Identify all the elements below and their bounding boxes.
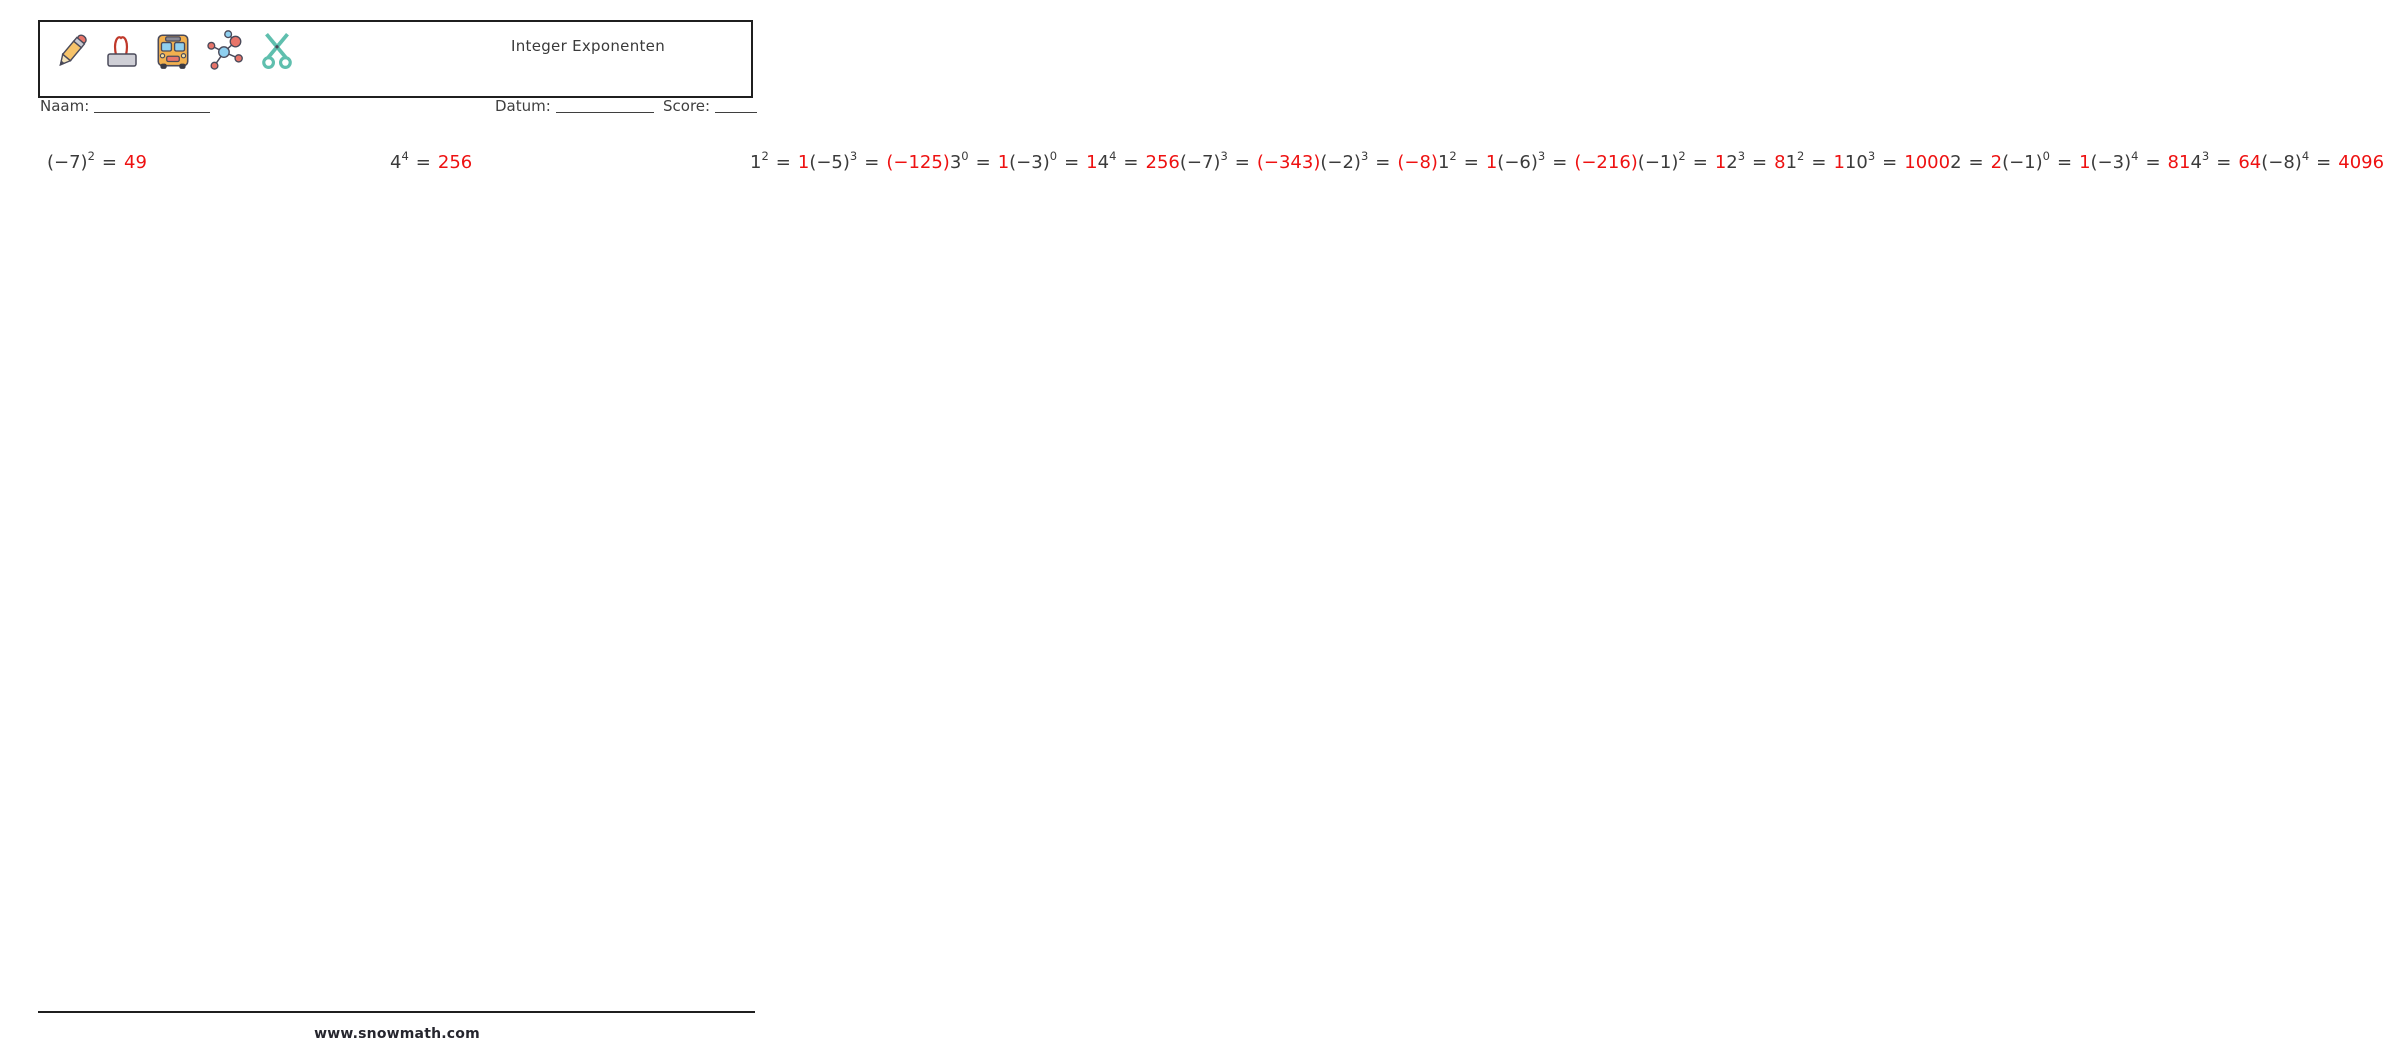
molecule-icon	[204, 30, 246, 72]
name-field	[40, 96, 210, 115]
problem-r7: $(-1)^0 = 1$	[2002, 148, 2091, 173]
score-field	[663, 96, 757, 115]
problem-l2: $4^4 = 256$	[390, 148, 473, 173]
problem-l1: $(-7)^2 = 49$	[47, 148, 147, 173]
problem-r8: $(-3)^4 = 81$	[2090, 148, 2191, 173]
binder-clip-icon	[102, 30, 142, 72]
problem-r10: $(-8)^4 = 4096$	[2261, 148, 2384, 173]
problem-l10: $1^2 = 1$	[1437, 148, 1498, 173]
score-label: Score:	[663, 97, 711, 115]
problem-l4: $(-5)^3 = (-125)$	[809, 148, 950, 173]
footer-divider	[38, 1011, 755, 1013]
problem-r4: $1^2 = 1$	[1785, 148, 1845, 173]
date-blank-line	[556, 98, 654, 113]
problem-l7: $4^4 = 256$	[1097, 148, 1180, 173]
problems-grid	[47, 130, 2384, 192]
name-blank-line	[94, 98, 210, 113]
problem-l6: $(-3)^0 = 1$	[1009, 148, 1098, 173]
problem-r5: $10^3 = 1000$	[1844, 148, 1951, 173]
date-label: Datum:	[495, 97, 551, 115]
problem-r6: 2 = 2	[1950, 151, 2003, 173]
page-title: Integer Exponenten	[510, 37, 666, 55]
problem-r3: $2^3 = 8$	[1726, 148, 1786, 173]
name-label: Naam:	[40, 97, 90, 115]
header-icons	[52, 30, 298, 72]
score-blank-line	[715, 98, 757, 113]
problem-l3: $1^2 = 1$	[750, 148, 810, 173]
problem-l5: $3^0 = 1$	[949, 148, 1010, 173]
header-box	[38, 20, 753, 98]
problem-r2: $(-1)^2 = 1$	[1637, 148, 1727, 173]
date-field	[495, 96, 654, 115]
website-url: www.snowmath.com	[314, 1026, 480, 1042]
pencil-icon	[52, 30, 92, 72]
problem-r1: $(-6)^3 = (-216)$	[1497, 148, 1638, 173]
scissors-icon	[256, 30, 298, 72]
school-bus-icon	[152, 30, 194, 72]
problem-l8: $(-7)^3 = (-343)$	[1179, 148, 1321, 173]
problem-l9: $(-2)^3 = (-8)$	[1320, 148, 1438, 173]
problem-r9: $4^3 = 64$	[2190, 148, 2262, 173]
